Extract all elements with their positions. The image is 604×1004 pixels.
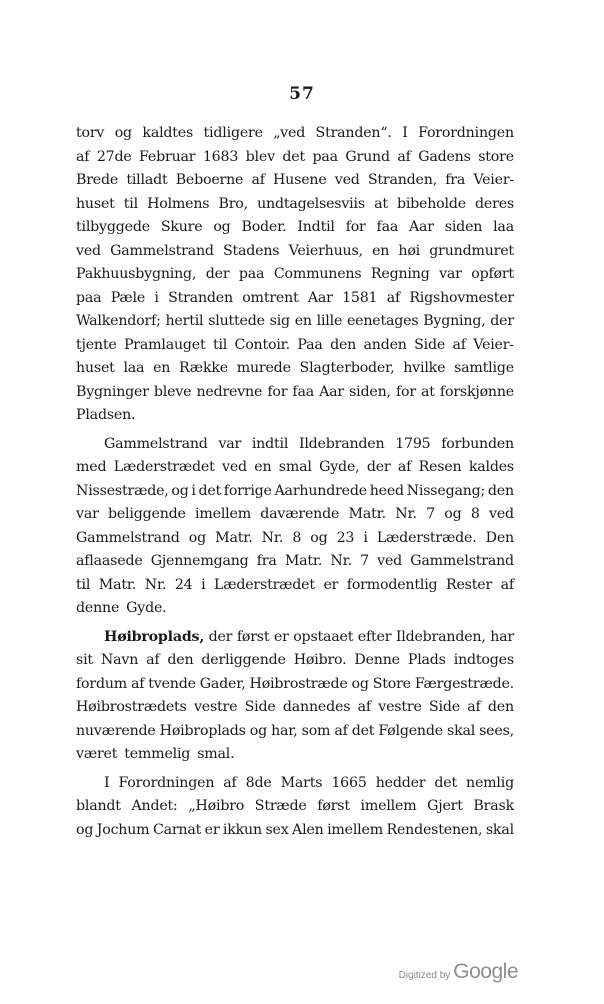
text-line: ved Gammelstrand Stadens Veierhuus, en høi grundmuret bbox=[76, 242, 514, 259]
google-logo: Google bbox=[453, 960, 518, 983]
text-line: Brede tilladt Beboerne af Husene ved Stranden, fra Veier- bbox=[76, 172, 514, 188]
text-line: Gammelstrand og Matr. Nr. 8 og 23 i Læderstræde. Den bbox=[76, 529, 514, 546]
text-line: sit Navn af den derliggende Høibro. Denne Plads indtoges bbox=[76, 652, 514, 668]
text-line: blandt Andet: „Høibro Stræde først imellem Gjert Brask bbox=[76, 798, 514, 814]
text-line: og Jochum Carnat er ikkun sex Alen imellem Rendestenen, skal bbox=[76, 821, 514, 838]
text-line: Walkendorf; hertil sluttede sig en lille eenetages Bygning, der bbox=[76, 313, 514, 329]
text-line: fordum af tvende Gader, Høibrostræde og Store Færgestræde. bbox=[76, 675, 514, 692]
text-line: tilbyggede Skure og Boder. Indtil for faa Aar siden laa bbox=[76, 219, 514, 235]
text-line: huset laa en Række murede Slagterboder, hvilke samtlige bbox=[76, 360, 514, 376]
text-line: nuværende Høibroplads og har, som af det Følgende skal sees, bbox=[76, 722, 514, 739]
text-line: af 27de Februar 1683 blev det paa Grund af Gadens store bbox=[76, 148, 514, 165]
text-line: med Læderstrædet ved en smal Gyde, der af Resen kaldes bbox=[76, 459, 514, 475]
text-line: Pladsen. bbox=[76, 407, 136, 423]
text-line: tjente Pramlauget til Contoir. Paa den anden Side af Veier- bbox=[76, 336, 514, 353]
text-line: Pakhuusbygning, der paa Communens Regning var opført bbox=[76, 266, 514, 282]
text-line: Høibrostrædets vestre Side dannedes af vestre Side af den bbox=[76, 699, 514, 715]
text-line: til Matr. Nr. 24 i Læderstrædet er formodentlig Rester af bbox=[76, 576, 514, 593]
text-line: været temmelig smal. bbox=[76, 746, 235, 762]
text-line: Bygninger bleve nedrevne for faa Aar siden, for at forskjønne bbox=[76, 383, 514, 400]
text-line: I Forordningen af 8de Marts 1665 hedder det nemlig bbox=[104, 774, 514, 791]
text-line: torv og kaldtes tidligere „ved Stranden“. I Forordningen bbox=[76, 125, 514, 141]
text-line: huset til Holmens Bro, undtagelsesviis at bibeholde deres bbox=[76, 195, 514, 212]
text-line: Høibroplads, der først er opstaaet efter Ildebranden, har bbox=[104, 628, 514, 645]
digitized-by-google-watermark bbox=[399, 960, 518, 984]
body-text bbox=[76, 122, 514, 842]
text-line: Gammelstrand var indtil Ildebranden 1795 forbunden bbox=[104, 435, 514, 452]
text-line: denne Gyde. bbox=[76, 600, 167, 616]
digitized-by-label: Digitized by bbox=[398, 970, 451, 981]
text-line: var beliggende imellem daværende Matr. Nr. 7 og 8 ved bbox=[76, 506, 514, 522]
text-line: Nissestræde, og i det forrige Aarhundrede heed Nissegang; den bbox=[76, 482, 514, 499]
text-line: aflaasede Gjennemgang fra Matr. Nr. 7 ved Gammelstrand bbox=[76, 553, 514, 569]
text-line: paa Pæle i Stranden omtrent Aar 1581 af Rigshovmester bbox=[76, 289, 514, 306]
page-number: 57 bbox=[289, 84, 315, 104]
